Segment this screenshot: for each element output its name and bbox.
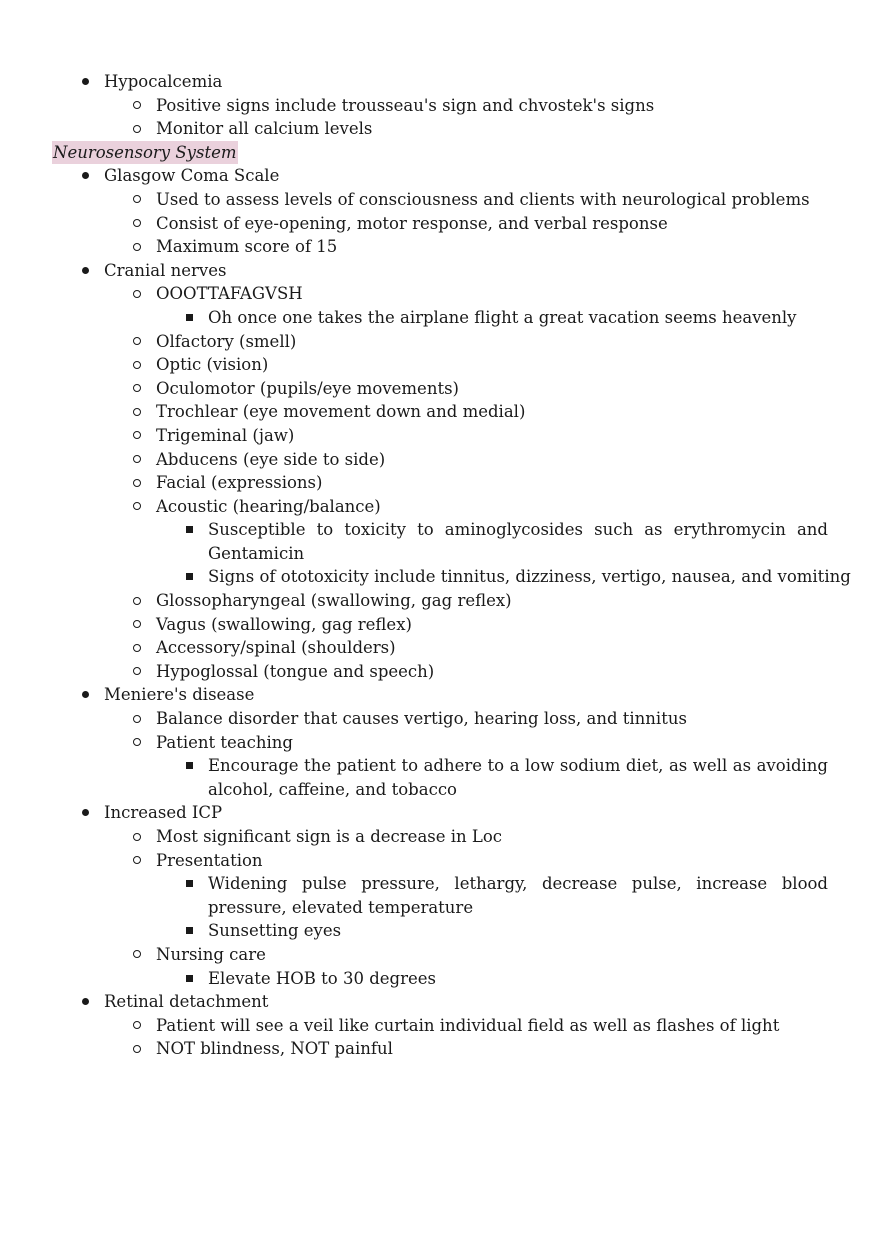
circle-bullet-icon	[133, 243, 141, 251]
list-item-level-3	[0, 872, 880, 919]
circle-bullet-icon	[133, 1021, 141, 1029]
bullet-marker	[182, 306, 196, 330]
list-item-text: Cranial nerves	[104, 260, 227, 280]
circle-bullet-icon	[133, 715, 141, 723]
list-item-level-2	[0, 613, 880, 637]
list-item-level-2	[0, 235, 880, 259]
bullet-marker	[78, 164, 92, 188]
list-item-level-2	[0, 1014, 880, 1038]
circle-bullet-icon	[133, 833, 141, 841]
list-item-text: OOOTTAFAGVSH	[156, 284, 303, 304]
circle-bullet-icon	[133, 219, 141, 227]
circle-bullet-icon	[133, 431, 141, 439]
list-item-text: NOT blindness, NOT painful	[156, 1039, 393, 1059]
bullet-marker	[130, 424, 144, 448]
bullet-marker	[130, 660, 144, 684]
bullet-marker	[130, 943, 144, 967]
list-item-level-3	[0, 518, 880, 565]
circle-bullet-icon	[133, 384, 141, 392]
bullet-marker	[130, 613, 144, 637]
section-heading-text: Neurosensory System	[52, 141, 238, 165]
list-item-level-2	[0, 589, 880, 613]
list-item-level-2	[0, 282, 880, 306]
list-item-level-1	[0, 683, 880, 707]
circle-bullet-icon	[133, 195, 141, 203]
list-item-level-2	[0, 943, 880, 967]
list-item-level-2	[0, 731, 880, 755]
list-item-level-3	[0, 967, 880, 991]
bullet-marker	[182, 565, 196, 589]
section-heading	[0, 141, 880, 165]
list-item-text: Patient teaching	[156, 732, 293, 752]
list-item-level-2	[0, 825, 880, 849]
list-item-text: Trigeminal (jaw)	[156, 425, 295, 445]
bullet-marker	[130, 353, 144, 377]
circle-bullet-icon	[133, 361, 141, 369]
bullet-marker	[130, 849, 144, 873]
list-item-text: Susceptible to toxicity to aminoglycosides such as erythromycin and Gentamicin	[208, 520, 828, 563]
square-bullet-icon	[186, 526, 193, 533]
bullet-marker	[130, 377, 144, 401]
bullet-marker	[130, 448, 144, 472]
list-item-text: Presentation	[156, 850, 263, 870]
bullet-marker	[130, 589, 144, 613]
list-item-text: Retinal detachment	[104, 992, 269, 1012]
circle-bullet-icon	[133, 950, 141, 958]
circle-bullet-icon	[133, 479, 141, 487]
list-item-level-1	[0, 70, 880, 94]
list-item-level-2	[0, 636, 880, 660]
square-bullet-icon	[186, 880, 193, 887]
list-item-level-2	[0, 94, 880, 118]
list-item-text: Glasgow Coma Scale	[104, 166, 280, 186]
list-item-text: Acoustic (hearing/balance)	[156, 496, 381, 516]
bullet-marker	[130, 731, 144, 755]
bullet-marker	[78, 70, 92, 94]
circle-bullet-icon	[133, 738, 141, 746]
list-item-level-2	[0, 495, 880, 519]
list-item-text: Positive signs include trousseau's sign and chvostek's signs	[156, 95, 655, 115]
circle-bullet-icon	[133, 502, 141, 510]
list-item-text: Patient will see a veil like curtain individual field as well as flashes of light	[156, 1015, 780, 1035]
list-item-text: Abducens (eye side to side)	[156, 449, 386, 469]
bullet-marker	[78, 259, 92, 283]
bullet-marker	[130, 636, 144, 660]
list-item-text: Oh once one takes the airplane flight a great vacation seems heavenly	[208, 307, 797, 327]
circle-bullet-icon	[133, 455, 141, 463]
bullet-marker	[78, 990, 92, 1014]
bullet-marker	[130, 1037, 144, 1061]
bullet-marker	[130, 282, 144, 306]
list-item-level-3	[0, 565, 880, 589]
list-item-level-2	[0, 448, 880, 472]
bullet-marker	[130, 212, 144, 236]
circle-bullet-icon	[133, 856, 141, 864]
list-item-level-2	[0, 471, 880, 495]
list-item-text: Monitor all calcium levels	[156, 119, 373, 139]
disc-bullet-icon	[82, 78, 89, 85]
square-bullet-icon	[186, 927, 193, 934]
disc-bullet-icon	[82, 172, 89, 179]
list-item-level-2	[0, 1037, 880, 1061]
list-item-text: Oculomotor (pupils/eye movements)	[156, 378, 459, 398]
list-item-text: Glossopharyngeal (swallowing, gag reflex)	[156, 591, 512, 611]
bullet-marker	[78, 683, 92, 707]
list-item-text: Olfactory (smell)	[156, 331, 297, 351]
bullet-marker	[130, 94, 144, 118]
disc-bullet-icon	[82, 267, 89, 274]
list-item-level-2	[0, 117, 880, 141]
list-item-level-1	[0, 801, 880, 825]
list-item-text: Vagus (swallowing, gag reflex)	[156, 614, 412, 634]
list-item-level-1	[0, 990, 880, 1014]
disc-bullet-icon	[82, 998, 89, 1005]
bullet-marker	[182, 754, 196, 778]
list-item-level-2	[0, 707, 880, 731]
bullet-marker	[130, 495, 144, 519]
bullet-marker	[130, 707, 144, 731]
list-item-text: Optic (vision)	[156, 355, 269, 375]
list-item-text: Nursing care	[156, 944, 266, 964]
circle-bullet-icon	[133, 290, 141, 298]
list-item-text: Most significant sign is a decrease in Loc	[156, 827, 503, 846]
list-item-text: Sunsetting eyes	[208, 921, 342, 941]
list-item-level-3	[0, 754, 880, 801]
list-item-text: Meniere's disease	[104, 685, 255, 705]
circle-bullet-icon	[133, 667, 141, 675]
bullet-marker	[78, 801, 92, 825]
bullet-marker	[130, 117, 144, 141]
list-item-level-2	[0, 188, 880, 212]
list-item-level-2	[0, 400, 880, 424]
list-item-level-2	[0, 849, 880, 873]
list-item-level-2	[0, 377, 880, 401]
bullet-marker	[182, 872, 196, 896]
list-item-level-2	[0, 212, 880, 236]
bullet-marker	[130, 825, 144, 849]
list-item-level-1	[0, 164, 880, 188]
list-item-text: Increased ICP	[104, 803, 223, 823]
document-page	[0, 70, 880, 1061]
list-item-text: Trochlear (eye movement down and medial)	[156, 402, 526, 422]
circle-bullet-icon	[133, 1045, 141, 1053]
list-item-level-2	[0, 424, 880, 448]
disc-bullet-icon	[82, 809, 89, 816]
list-item-level-2	[0, 353, 880, 377]
list-item-text: Used to assess levels of consciousness and clients with neurological problems	[156, 189, 810, 209]
circle-bullet-icon	[133, 644, 141, 652]
bullet-marker	[182, 518, 196, 542]
square-bullet-icon	[186, 762, 193, 769]
bullet-marker	[130, 188, 144, 212]
bullet-marker	[182, 919, 196, 943]
bullet-marker	[130, 1014, 144, 1038]
list-item-level-2	[0, 660, 880, 684]
list-item-text: Elevate HOB to 30 degrees	[208, 968, 436, 988]
list-item-text: Maximum score of 15	[156, 237, 338, 257]
circle-bullet-icon	[133, 101, 141, 109]
circle-bullet-icon	[133, 620, 141, 628]
list-item-level-2	[0, 330, 880, 354]
disc-bullet-icon	[82, 691, 89, 698]
circle-bullet-icon	[133, 597, 141, 605]
bullet-marker	[130, 400, 144, 424]
list-item-text: Hypoglossal (tongue and speech)	[156, 661, 435, 681]
list-item-text: Accessory/spinal (shoulders)	[156, 638, 396, 658]
list-item-level-3	[0, 919, 880, 943]
bullet-marker	[130, 330, 144, 354]
list-item-text: Balance disorder that causes vertigo, hearing loss, and tinnitus	[156, 709, 687, 729]
circle-bullet-icon	[133, 125, 141, 133]
bullet-marker	[130, 471, 144, 495]
circle-bullet-icon	[133, 408, 141, 416]
square-bullet-icon	[186, 573, 193, 580]
list-item-text: Facial (expressions)	[156, 473, 323, 493]
bullet-marker	[130, 235, 144, 259]
list-item-level-3	[0, 306, 880, 330]
list-item-text: Widening pulse pressure, lethargy, decrease pulse, increase blood pressure, elevated temperature	[208, 874, 828, 917]
list-item-text: Hypocalcemia	[104, 72, 223, 91]
list-item-text: Consist of eye-opening, motor response, and verbal response	[156, 213, 668, 233]
square-bullet-icon	[186, 975, 193, 982]
list-item-level-1	[0, 259, 880, 283]
list-item-text: Encourage the patient to adhere to a low sodium diet, as well as avoiding alcohol, caffeine, and tobacco	[208, 756, 828, 799]
circle-bullet-icon	[133, 337, 141, 345]
square-bullet-icon	[186, 314, 193, 321]
bullet-marker	[182, 967, 196, 991]
list-item-text: Signs of ototoxicity include tinnitus, dizziness, vertigo, nausea, and vomiting	[208, 567, 851, 587]
